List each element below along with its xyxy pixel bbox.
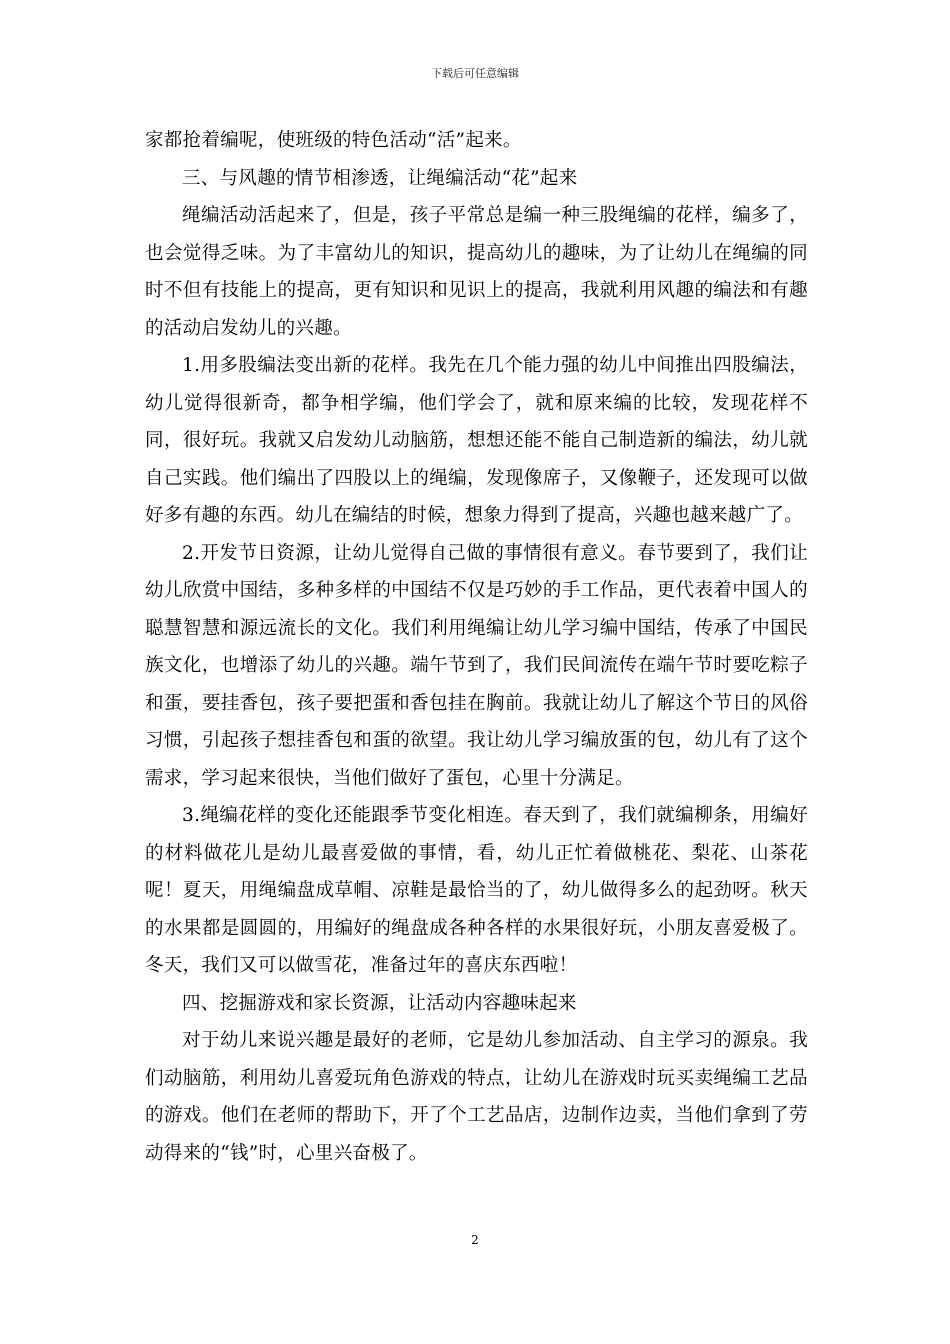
list-item-3: 3.绳编花样的变化还能跟季节变化相连。春天到了，我们就编柳条，用编好的材料做花儿是幼儿最喜爱做的事情，看，幼儿正忙着做桃花、梨花、山茶花呢！夏天，用绳编盘成草帽、凉鞋是最恰当的了，幼儿做得多么的起劲呀。秋天的水果都是圆圆的，用编好的绳盘成各种各样的水果很好玩，小朋友喜爱极了。冬天，我们又可以做雪花，准备过年的喜庆东西啦！: [145, 805, 808, 976]
list-item-2: 2.开发节日资源，让幼儿觉得自己做的事情很有意义。春节要到了，我们让幼儿欣赏中国结，多种多样的中国结不仅是巧妙的手工作品，更代表着中国人的聪慧智慧和源远流长的文化。我们利用绳编让幼儿学习编中国结，传承了中国民族文化，也增添了幼儿的兴趣。端午节到了，我们民间流传在端午节时要吃粽子和蛋，要挂香包，孩子要把蛋和香包挂在胸前。我就让幼儿了解这个节日的风俗习惯，引起孩子想挂香包和蛋的欲望。我让幼儿学习编放蛋的包，幼儿有了这个需求，学习起来很快，当他们做好了蛋包，心里十分满足。: [145, 542, 808, 789]
paragraph-3: 绳编活动活起来了，但是，孩子平常总是编一种三股绳编的花样，编多了，也会觉得乏味。为了丰富幼儿的知识，提高幼儿的趣味，为了让幼儿在绳编的同时不但有技能上的提高，更有知识和见识上的提高，我就利用风趣的编法和有趣的活动启发幼儿的兴趣。: [145, 205, 808, 339]
section-heading-3: 三、与风趣的情节相渗透，让绳编活动“花”起来: [182, 167, 578, 189]
paragraph-1: 家都抢着编呢，使班级的特色活动“活”起来。: [145, 130, 522, 151]
list-item-1: 1.用多股编法变出新的花样。我先在几个能力强的幼儿中间推出四股编法，幼儿觉得很新奇，都争相学编，他们学会了，就和原来编的比较，发现花样不同，很好玩。我就又启发幼儿动脑筋，想想还能不能自己制造新的编法，幼儿就自己实践。他们编出了四股以上的绳编，发现像席子，又像鞭子，还发现可以做好多有趣的东西。幼儿在编结的时候，想象力得到了提高，兴趣也越来越广了。: [145, 355, 808, 526]
page-number: 2: [471, 1233, 479, 1247]
paragraph-8: 对于幼儿来说兴趣是最好的老师，它是幼儿参加活动、自主学习的源泉。我们动脑筋，利用幼儿喜爱玩角色游戏的特点，让幼儿在游戏时玩买卖绳编工艺品的游戏。他们在老师的帮助下，开了个工艺品店，边制作边卖，当他们拿到了劳动得来的“钱”时，心里兴奋极了。: [145, 1030, 808, 1164]
section-heading-4: 四、挖掘游戏和家长资源，让活动内容趣味起来: [182, 992, 577, 1014]
page-header: 下载后可任意编辑: [431, 67, 519, 80]
document-body: [145, 122, 808, 1172]
